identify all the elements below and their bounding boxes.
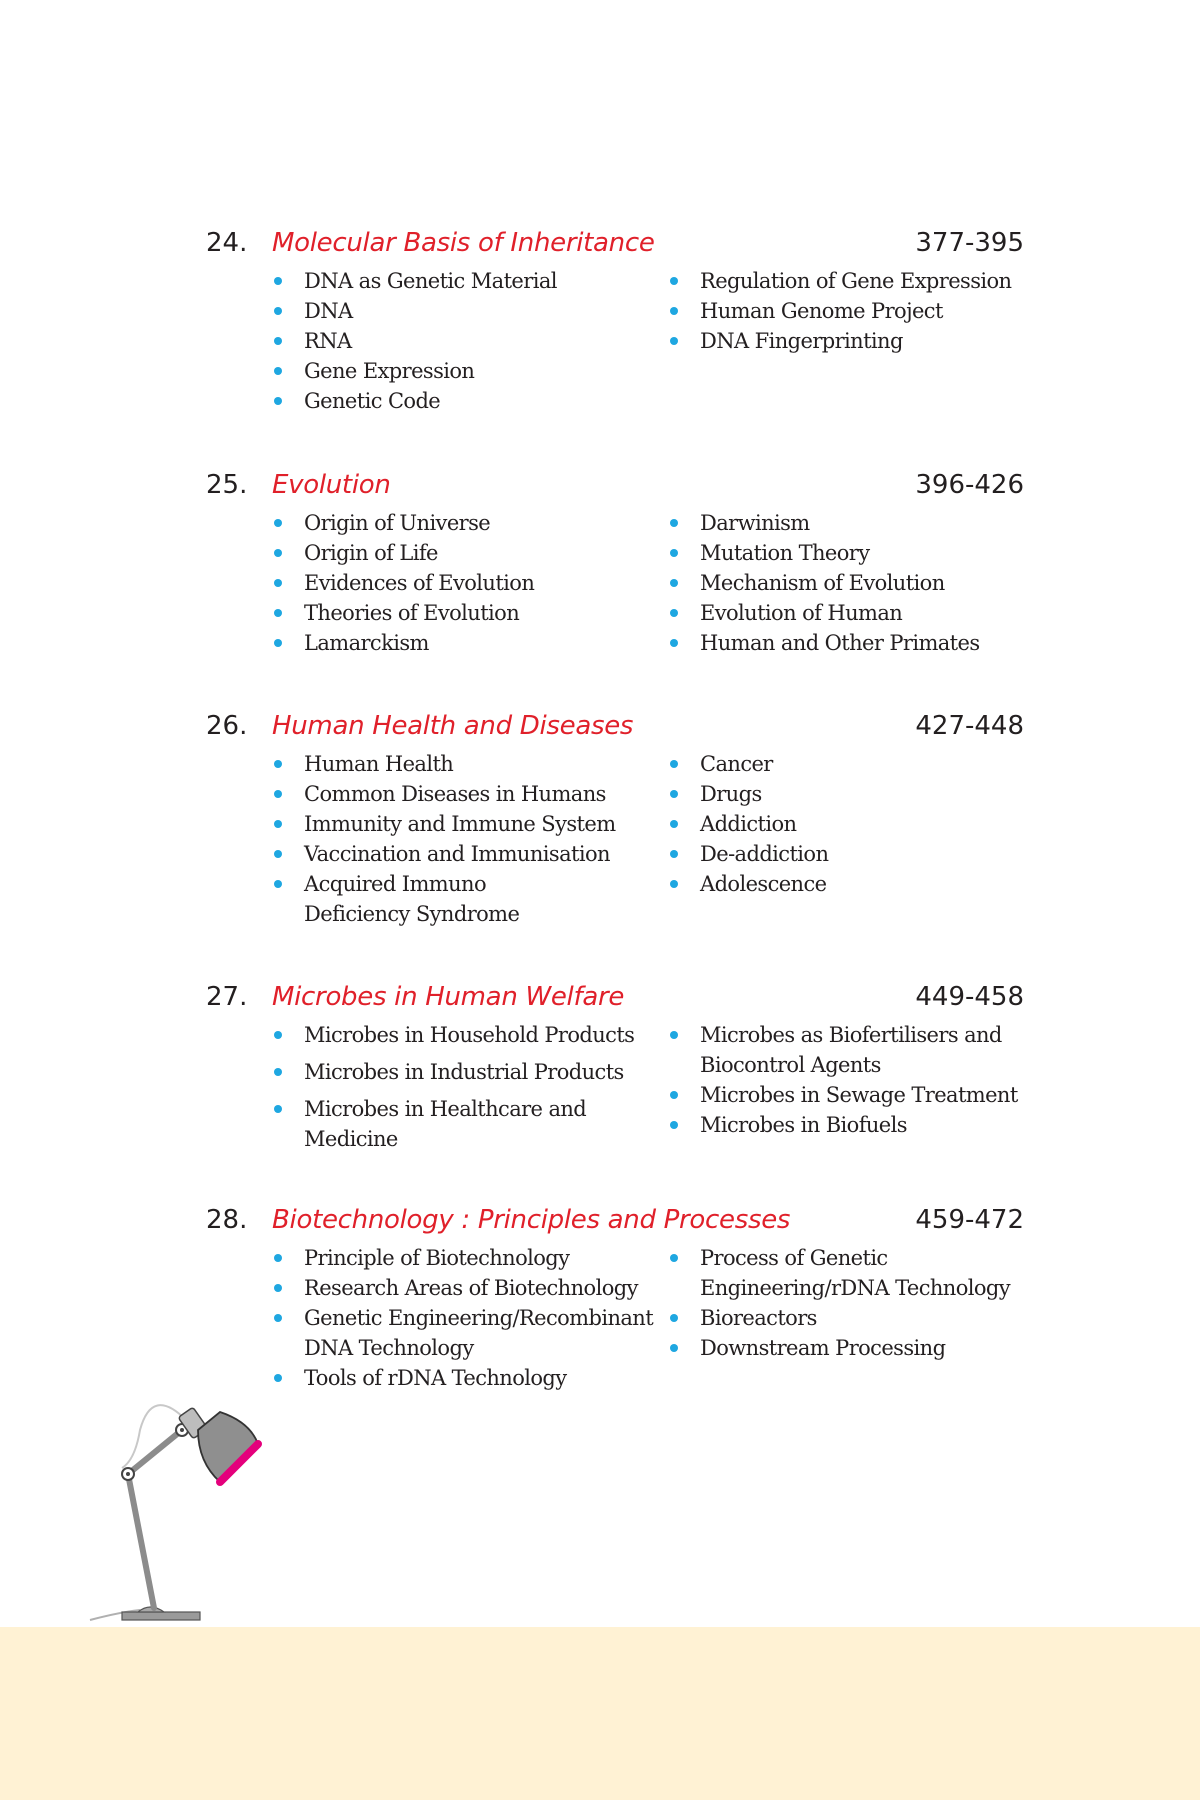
topic-list-right — [668, 1243, 1048, 1363]
topic-item: Lamarckism — [272, 628, 652, 658]
topic-item: Vaccination and Immunisation — [272, 839, 652, 869]
bullet-dot-icon — [274, 639, 282, 647]
bullet-dot-icon — [274, 790, 282, 798]
topic-item: Common Diseases in Humans — [272, 779, 652, 809]
chapter-heading — [206, 470, 1024, 508]
topic-item: Microbes in Household Products — [272, 1020, 652, 1050]
topic-item: Evidences of Evolution — [272, 568, 652, 598]
topic-item: Human and Other Primates — [668, 628, 1048, 658]
chapter-pages: 449-458 — [915, 982, 1024, 1012]
topic-item: Mechanism of Evolution — [668, 568, 1048, 598]
topic-item: DNA as Genetic Material — [272, 266, 652, 296]
topic-list-left — [272, 1020, 652, 1154]
chapter-pages: 427-448 — [915, 711, 1024, 741]
bullet-dot-icon — [670, 1031, 678, 1039]
chapter-number: 28. — [206, 1205, 248, 1235]
chapter-pages: 396-426 — [915, 470, 1024, 500]
bullet-dot-icon — [670, 1344, 678, 1352]
topic-item: Cancer — [668, 749, 1048, 779]
chapter-number: 24. — [206, 228, 248, 258]
chapter-heading — [206, 982, 1024, 1020]
chapter-title[interactable]: Evolution — [272, 470, 391, 500]
bullet-dot-icon — [274, 1284, 282, 1292]
bullet-dot-icon — [274, 1374, 282, 1382]
bullet-dot-icon — [670, 639, 678, 647]
topic-list-left — [272, 508, 652, 658]
chapter-27 — [206, 982, 1024, 1151]
bullet-dot-icon — [670, 519, 678, 527]
topic-item: Process of Genetic Engineering/rDNA Technology — [668, 1243, 1045, 1303]
bullet-dot-icon — [274, 820, 282, 828]
bullet-dot-icon — [670, 307, 678, 315]
topic-item: Gene Expression — [272, 356, 652, 386]
chapter-title[interactable]: Microbes in Human Welfare — [272, 982, 625, 1012]
topic-item: Mutation Theory — [668, 538, 1048, 568]
bullet-dot-icon — [274, 337, 282, 345]
bullet-dot-icon — [274, 579, 282, 587]
topic-list-left — [272, 1243, 652, 1393]
topic-item: DNA Fingerprinting — [668, 326, 1048, 356]
chapter-26 — [206, 711, 1024, 926]
desk-lamp-icon — [80, 1390, 270, 1634]
bullet-dot-icon — [274, 1068, 282, 1076]
topic-item: Microbes in Industrial Products — [272, 1057, 652, 1087]
bullet-dot-icon — [274, 397, 282, 405]
topic-item: Genetic Engineering/Recombinant DNA Technology — [272, 1303, 654, 1363]
bullet-dot-icon — [670, 1091, 678, 1099]
desk-lamp-illustration — [80, 1390, 270, 1630]
bullet-dot-icon — [274, 760, 282, 768]
chapter-number: 27. — [206, 982, 248, 1012]
topic-item: Regulation of Gene Expression — [668, 266, 1048, 296]
bullet-dot-icon — [670, 790, 678, 798]
topic-item: Genetic Code — [272, 386, 652, 416]
bullet-dot-icon — [274, 367, 282, 375]
topic-item: DNA — [272, 296, 652, 326]
bullet-dot-icon — [670, 579, 678, 587]
bullet-dot-icon — [274, 850, 282, 858]
topic-list-left — [272, 749, 652, 929]
bullet-dot-icon — [274, 519, 282, 527]
topic-item: Human Health — [272, 749, 652, 779]
bullet-dot-icon — [670, 1121, 678, 1129]
bullet-dot-icon — [274, 1105, 282, 1113]
chapter-24 — [206, 228, 1024, 413]
chapter-pages: 377-395 — [915, 228, 1024, 258]
topic-item: Drugs — [668, 779, 1048, 809]
bullet-dot-icon — [274, 1031, 282, 1039]
topic-item: Evolution of Human — [668, 598, 1048, 628]
chapter-number: 25. — [206, 470, 248, 500]
bullet-dot-icon — [670, 1254, 678, 1262]
topic-item: Bioreactors — [668, 1303, 1048, 1333]
topic-item: Microbes as Biofertilisers and Biocontrol Agents — [668, 1020, 1040, 1080]
bullet-dot-icon — [274, 1314, 282, 1322]
bullet-dot-icon — [670, 1314, 678, 1322]
bullet-dot-icon — [670, 609, 678, 617]
bullet-dot-icon — [274, 307, 282, 315]
topic-item: Addiction — [668, 809, 1048, 839]
footer-band — [0, 1627, 1200, 1800]
topic-item: Tools of rDNA Technology — [272, 1363, 652, 1393]
chapter-heading — [206, 228, 1024, 266]
topic-list-right — [668, 508, 1048, 658]
topic-item: Origin of Life — [272, 538, 652, 568]
bullet-dot-icon — [274, 1254, 282, 1262]
chapter-heading — [206, 1205, 1024, 1243]
topic-item: Microbes in Biofuels — [668, 1110, 1048, 1140]
bullet-dot-icon — [274, 880, 282, 888]
bullet-dot-icon — [274, 609, 282, 617]
topic-item: Microbes in Healthcare and Medicine — [272, 1094, 604, 1154]
topic-item: RNA — [272, 326, 652, 356]
bullet-dot-icon — [670, 277, 678, 285]
topic-item: Theories of Evolution — [272, 598, 652, 628]
chapter-heading — [206, 711, 1024, 749]
topic-item: Downstream Processing — [668, 1333, 1048, 1363]
bullet-dot-icon — [274, 277, 282, 285]
topic-list-right — [668, 266, 1048, 356]
bullet-dot-icon — [670, 337, 678, 345]
chapter-pages: 459-472 — [915, 1205, 1024, 1235]
chapter-25 — [206, 470, 1024, 655]
topic-list-right — [668, 1020, 1048, 1140]
bullet-dot-icon — [274, 549, 282, 557]
topic-item: Principle of Biotechnology — [272, 1243, 652, 1273]
topic-item: Darwinism — [668, 508, 1048, 538]
topic-item: Microbes in Sewage Treatment — [668, 1080, 1048, 1110]
bullet-dot-icon — [670, 820, 678, 828]
topic-item: Origin of Universe — [272, 508, 652, 538]
topic-list-right — [668, 749, 1048, 899]
topic-item: Human Genome Project — [668, 296, 1048, 326]
topic-item: Immunity and Immune System — [272, 809, 652, 839]
chapter-title[interactable]: Molecular Basis of Inheritance — [272, 228, 655, 258]
topic-item: Acquired Immuno Deficiency Syndrome — [272, 869, 554, 929]
topic-item: De-addiction — [668, 839, 1048, 869]
chapter-number: 26. — [206, 711, 248, 741]
bullet-dot-icon — [670, 880, 678, 888]
bullet-dot-icon — [670, 549, 678, 557]
chapter-title[interactable]: Biotechnology : Principles and Processes — [272, 1205, 791, 1235]
chapter-28 — [206, 1205, 1024, 1390]
chapter-title[interactable]: Human Health and Diseases — [272, 711, 634, 741]
bullet-dot-icon — [670, 850, 678, 858]
topic-list-left — [272, 266, 652, 416]
topic-item: Research Areas of Biotechnology — [272, 1273, 652, 1303]
topic-item: Adolescence — [668, 869, 1048, 899]
bullet-dot-icon — [670, 760, 678, 768]
